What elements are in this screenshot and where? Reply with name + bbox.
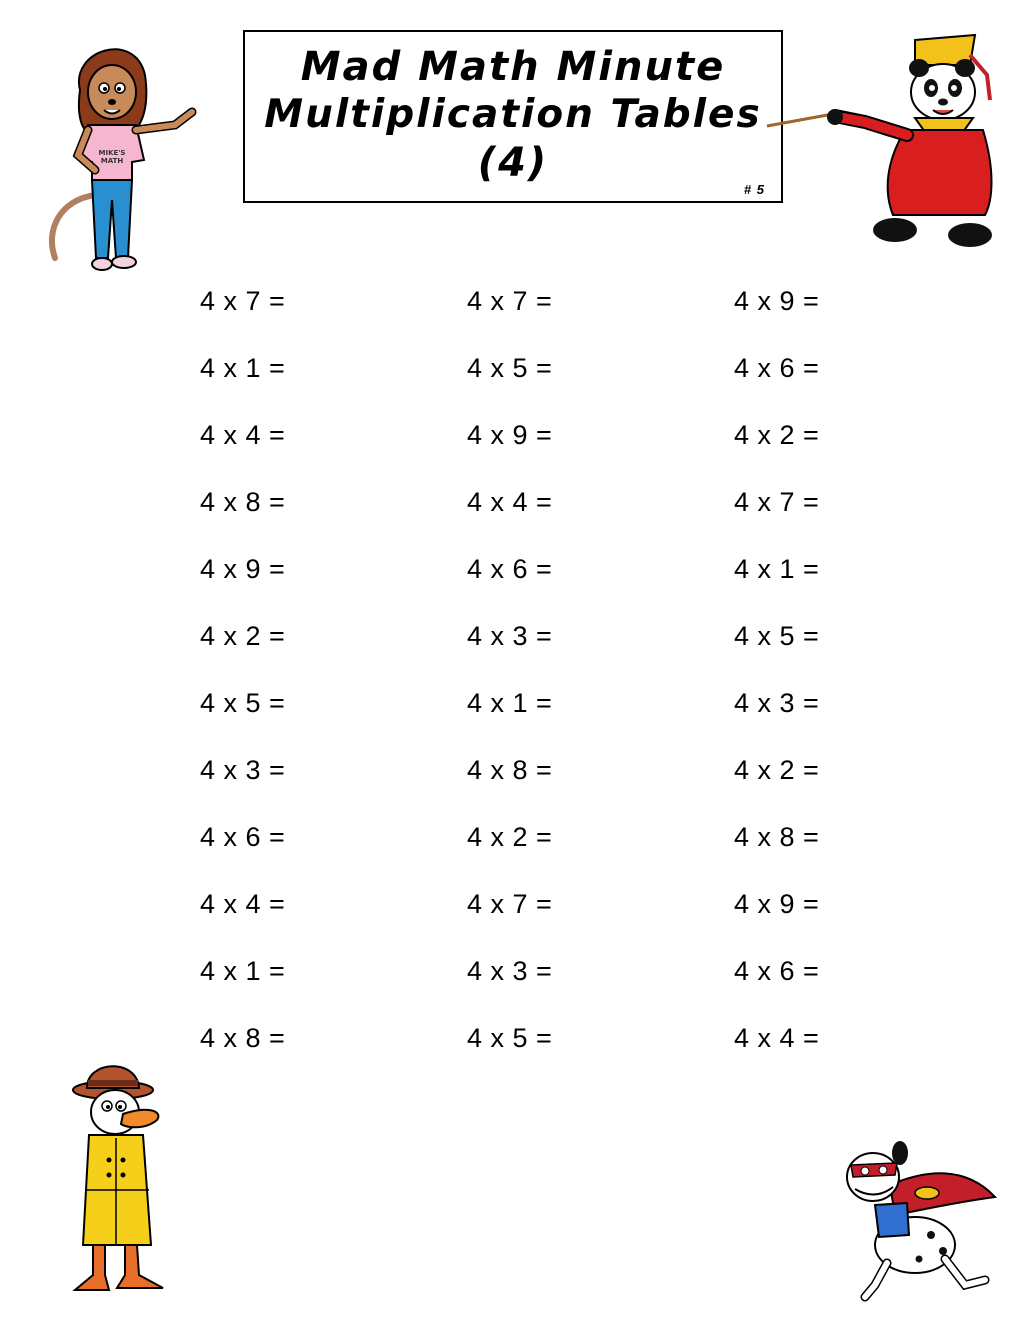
title-line-3: (4) <box>477 140 549 186</box>
problem: 4 x 2 = <box>734 755 820 785</box>
problem: 4 x 6 = <box>200 822 286 852</box>
problem: 4 x 9 = <box>200 554 286 584</box>
problem: 4 x 5 = <box>200 688 286 718</box>
panda-teacher-mascot <box>765 30 1000 255</box>
problem: 4 x 4 = <box>734 1023 820 1053</box>
title-box <box>243 30 783 203</box>
problem: 4 x 7 = <box>734 487 820 517</box>
dalmatian-superhero-mascot <box>835 1135 1000 1305</box>
problem: 4 x 2 = <box>467 822 553 852</box>
title-line-2: Multiplication Tables <box>264 92 762 137</box>
problem: 4 x 8 = <box>200 487 286 517</box>
problem: 4 x 1 = <box>200 353 286 383</box>
problem: 4 x 7 = <box>467 286 553 316</box>
problem: 4 x 5 = <box>734 621 820 651</box>
problem: 4 x 4 = <box>200 889 286 919</box>
problem: 4 x 6 = <box>734 956 820 986</box>
problem: 4 x 1 = <box>467 688 553 718</box>
duck-detective-mascot <box>65 1050 185 1310</box>
problem: 4 x 5 = <box>467 353 553 383</box>
problem: 4 x 8 = <box>734 822 820 852</box>
problem: 4 x 4 = <box>200 420 286 450</box>
problem: 4 x 3 = <box>734 688 820 718</box>
problem: 4 x 7 = <box>467 889 553 919</box>
problem: 4 x 7 = <box>200 286 286 316</box>
svg-text:MATH: MATH <box>100 157 124 165</box>
problem: 4 x 2 = <box>734 420 820 450</box>
problem: 4 x 9 = <box>467 420 553 450</box>
rat-girl-mascot <box>40 30 205 280</box>
sheet-number: # 5 <box>743 182 765 197</box>
problem: 4 x 6 = <box>467 554 553 584</box>
svg-text:MIKE'S: MIKE'S <box>98 149 126 157</box>
problem: 4 x 9 = <box>734 889 820 919</box>
problem: 4 x 3 = <box>200 755 286 785</box>
problem: 4 x 2 = <box>200 621 286 651</box>
problem: 4 x 9 = <box>734 286 820 316</box>
problem: 4 x 8 = <box>467 755 553 785</box>
problem: 4 x 3 = <box>467 956 553 986</box>
title-line-1: Mad Math Minute <box>300 44 726 90</box>
problem: 4 x 6 = <box>734 353 820 383</box>
problem: 4 x 4 = <box>467 487 553 517</box>
problem: 4 x 3 = <box>467 621 553 651</box>
problem: 4 x 5 = <box>467 1023 553 1053</box>
problem: 4 x 1 = <box>734 554 820 584</box>
problem: 4 x 1 = <box>200 956 286 986</box>
problem: 4 x 8 = <box>200 1023 286 1053</box>
